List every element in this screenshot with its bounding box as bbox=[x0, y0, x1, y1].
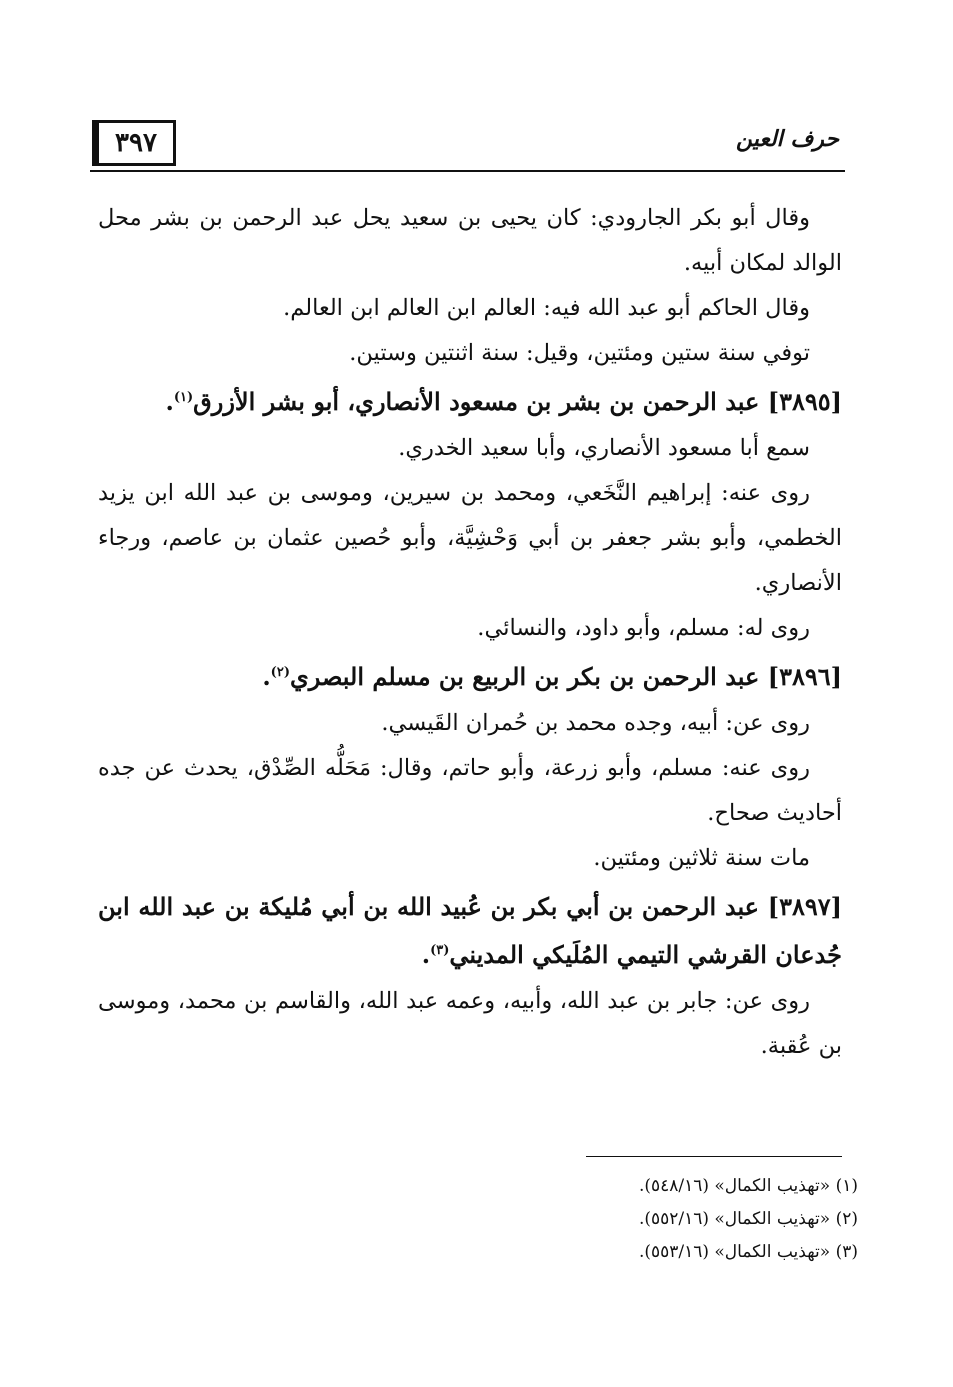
footnote-item: (٣) «تهذيب الكمال» (٥٥٣/١٦). bbox=[638, 1242, 858, 1262]
entry-end: . bbox=[165, 387, 174, 416]
entry-heading-3896 bbox=[98, 653, 842, 701]
paragraph: وقال الحاكم أبو عبد الله فيه: العالم ابن العالم ابن العالم. bbox=[283, 295, 810, 321]
page-number: ٣٩٧ bbox=[92, 120, 176, 166]
paragraph: وقال أبو بكر الجارودي: كان يحيى بن سعيد يحل عبد الرحمن بن بشر محل الوالد لمكان أبيه. bbox=[98, 205, 842, 276]
paragraph: روى عن: أبيه، وجده محمد بن حُمران القَيسي. bbox=[381, 710, 810, 736]
running-title: حرف العين bbox=[735, 126, 839, 152]
footnote-ref: (١) bbox=[173, 390, 194, 405]
footnote-item: (٢) «تهذيب الكمال» (٥٥٢/١٦). bbox=[638, 1209, 858, 1229]
paragraph: روى عن: جابر بن عبد الله، وأبيه، وعمه عبد الله، والقاسم بن محمد، وموسى بن عُقبة. bbox=[98, 988, 842, 1059]
paragraph: توفي سنة ستين ومئتين، وقيل: سنة اثنتين وستين. bbox=[349, 340, 810, 366]
footnote-ref: (٢) bbox=[270, 665, 290, 680]
footnotes bbox=[358, 1170, 858, 1269]
entry-title: [٣٨٩٦] عبد الرحمن بن بكر بن الربيع بن مسلم البصري bbox=[289, 662, 842, 691]
entry-end: . bbox=[262, 662, 271, 691]
footnote-item: (١) «تهذيب الكمال» (٥٤٨/١٦). bbox=[638, 1176, 858, 1196]
entry-title: [٣٨٩٧] عبد الرحمن بن أبي بكر بن عُبيد الله بن أبي مُليكة بن عبد الله ابن جُدعان القرشي التيمي المُلَيكي المديني bbox=[98, 892, 842, 969]
entry-heading-3895 bbox=[98, 378, 842, 426]
footnote-ref: (٣) bbox=[430, 943, 450, 958]
header-rule bbox=[90, 170, 845, 172]
paragraph: مات سنة ثلاثين ومئتين. bbox=[593, 845, 810, 871]
paragraph: روى عنه: إبراهيم النَّخَعي، ومحمد بن سيرين، وموسى بن عبد الله ابن يزيد الخطمي، وأبو بشر جعفر بن أبي وَحْشِيَّة، وأبو حُصين عثمان بن عاصم، ورجاء الأنصاري. bbox=[98, 480, 842, 596]
footnote-rule bbox=[586, 1156, 842, 1157]
entry-title: [٣٨٩٥] عبد الرحمن بن بشر بن مسعود الأنصاري، أبو بشر الأزرق bbox=[193, 387, 842, 416]
main-text bbox=[98, 196, 842, 1069]
entry-heading-3897 bbox=[98, 883, 842, 979]
paragraph: روى له: مسلم، وأبو داود، والنسائي. bbox=[477, 615, 810, 641]
page-header bbox=[90, 112, 845, 174]
paragraph: سمع أبا مسعود الأنصاري، وأبا سعيد الخدري. bbox=[398, 435, 810, 461]
entry-end: . bbox=[421, 940, 431, 969]
paragraph: روى عنه: مسلم، وأبو زرعة، وأبو حاتم، وقال: مَحَلُّه الصِّدْق، يحدث عن جده أحاديث صحاح. bbox=[98, 755, 842, 826]
